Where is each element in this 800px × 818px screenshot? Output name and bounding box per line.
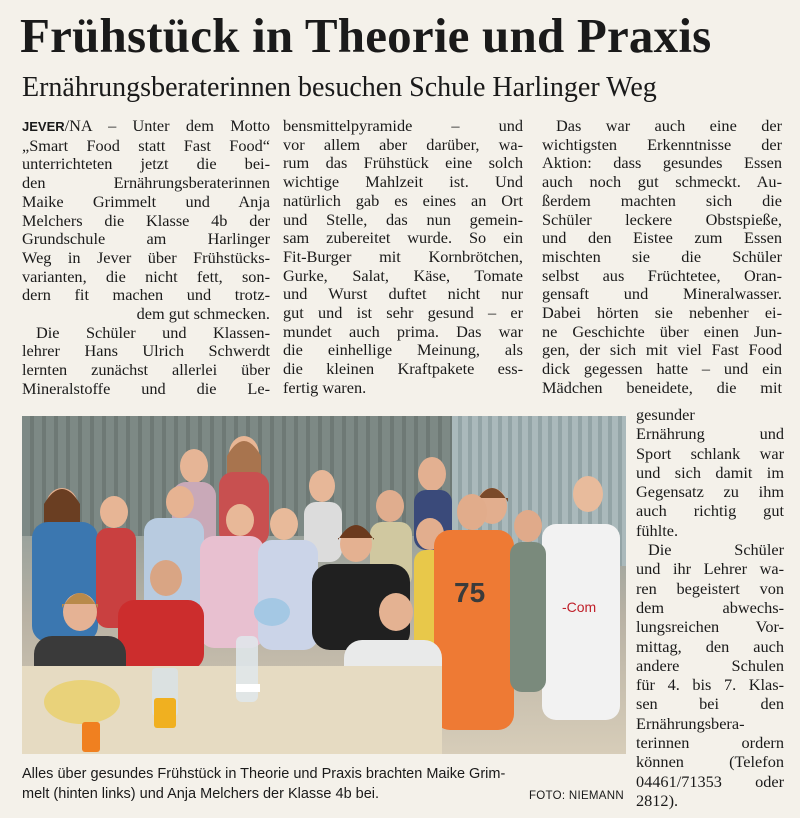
text-line: „Smart Food statt Fast Food“ xyxy=(22,135,270,155)
text-line: auch richtig gut xyxy=(636,501,784,521)
person-body xyxy=(434,530,514,730)
text-line: Maike Grimmelt und Anja xyxy=(22,191,270,211)
text-line: vor allem aber darüber, wa- xyxy=(283,134,523,154)
text-line: und ihr Lehrer wa- xyxy=(636,559,784,579)
text-line: varianten, die nicht fett, son- xyxy=(22,266,270,286)
svg-text:75: 75 xyxy=(454,577,486,608)
text-line: dick gegessen hatte – und ein xyxy=(542,359,782,379)
text-line: wichtigsten Erkenntnisse der xyxy=(542,134,782,154)
text-line: den Ernährungsberaterinnen xyxy=(22,173,270,193)
text-line: Sport schlank war xyxy=(636,443,784,463)
text-line: und sich damit im xyxy=(636,462,784,482)
text-line: Gegensatz zu ihm xyxy=(636,482,784,502)
text-line: ßerdem machten sich die xyxy=(542,190,782,210)
text-line: gen, der sich mit viel Fast Food xyxy=(542,340,782,360)
text-line: fertig waren. xyxy=(283,377,367,397)
subheadline: Ernährungsberaterinnen besuchen Schule Harlinger Weg xyxy=(22,72,657,103)
text-line: Dabei hörten sie nebenher ei- xyxy=(542,303,782,323)
text-line: dem abwechs- xyxy=(636,597,784,617)
text-line: mittag, den auch xyxy=(636,636,784,656)
text-line: Die Schüler und Klassen- xyxy=(36,322,270,342)
text-line: Mineralstoffe und die Le- xyxy=(22,378,270,398)
text-line: bensmittelpyramide – und xyxy=(283,116,523,135)
text-line: Die Schüler xyxy=(648,540,784,560)
text-line: für 4. bis 7. Klas- xyxy=(636,675,784,695)
text-line: natürlich gab es eines an Ort xyxy=(283,190,523,210)
text-line: dem gut schmecken. xyxy=(136,304,270,324)
text-line: terinnen ordern xyxy=(636,733,784,753)
person-head xyxy=(418,457,446,491)
text-line: dern fit machen und trotz- xyxy=(22,285,270,305)
text-line: können (Telefon xyxy=(636,752,784,772)
article-column-2 xyxy=(283,117,523,398)
text-line: lungsreichen Vor- xyxy=(636,617,784,637)
text-line: JEVER/NA – Unter dem Motto xyxy=(22,116,270,135)
text-line: Fit-Burger mit Kornbrötchen, xyxy=(283,246,523,266)
text-line: Das war auch eine der xyxy=(556,116,782,135)
text-line: gesunder xyxy=(636,405,695,424)
text-line: und Wurst duftet nicht nur xyxy=(283,284,523,304)
text-line: die kleinen Kraftpakete ess- xyxy=(283,359,523,379)
text-line: auch noch gut schmeckt. Au- xyxy=(542,172,782,192)
plate xyxy=(236,684,260,692)
text-line: Gurke, Salat, Käse, Tomate xyxy=(283,265,523,285)
text-line: 2812). xyxy=(636,790,679,810)
article-column-1 xyxy=(22,117,270,399)
headline: Frühstück in Theorie und Praxis xyxy=(20,8,712,63)
article-column-3-narrow xyxy=(636,405,784,810)
text-line: die einhellige Meinung, als xyxy=(283,340,523,360)
text-line: Ernährungsbera- xyxy=(636,713,745,733)
text-line: wichtige Mahlzeit ist. Und xyxy=(283,172,523,192)
person-body xyxy=(542,524,620,720)
text-line: Mädchen beneidete, die mit xyxy=(542,377,782,397)
photo-caption xyxy=(22,764,628,804)
text-line: Weg in Jever über Frühstücks- xyxy=(22,247,270,267)
article-column-3 xyxy=(542,117,782,398)
text-line: und Stelle, das nun gemein- xyxy=(283,209,523,229)
text-line: Grundschule am Harlinger xyxy=(22,229,270,249)
text-line: lehrer Hans Ulrich Schwerdt xyxy=(22,341,270,361)
photo-credit: FOTO: NIEMANN xyxy=(528,790,624,802)
text-line: ne Geschichte über einen Jun- xyxy=(542,321,782,341)
photo-scene xyxy=(22,416,626,754)
bowl xyxy=(44,680,120,724)
text-line: gensaft und Mineralwasser. xyxy=(542,284,782,304)
text-line: Melchers die Klasse 4b der xyxy=(22,210,270,230)
person-head xyxy=(180,449,208,483)
text-line: rum das Frühstück eine solch xyxy=(283,153,523,173)
text-line: sam zubereitet wurde. So ein xyxy=(283,228,523,248)
group-photo xyxy=(22,416,626,754)
text-line: 04461/71353 oder xyxy=(636,771,784,791)
text-line: und den Eistee zum Essen xyxy=(542,228,782,248)
text-line: gut und ist sehr gesund – er xyxy=(283,303,523,323)
text-line: unterrichteten jetzt die bei- xyxy=(22,154,270,174)
text-line: selbst aus Früchtetee, Oran- xyxy=(542,265,782,285)
text-line: sen bei den xyxy=(636,694,784,714)
text-line: fühlte. xyxy=(636,520,679,540)
text-line: Aktion: dass gesundes Essen xyxy=(542,153,782,173)
text-line: mischten sie die Schüler xyxy=(542,246,782,266)
text-line: Ernährung und xyxy=(636,424,784,444)
text-line: mundet auch prima. Das war xyxy=(283,321,523,341)
caption-line: Alles über gesundes Frühstück in Theorie und Praxis brachten Maike Grim- xyxy=(22,766,506,782)
text-line: ren begeistert von xyxy=(636,578,784,598)
text-line: Schüler leckere Obstspieße, xyxy=(542,209,782,229)
text-line: lernten zunächst allerlei über xyxy=(22,360,270,380)
svg-text:-Com: -Com xyxy=(562,599,597,615)
dateline: JEVER xyxy=(22,119,65,134)
caption-line: melt (hinten links) und Anja Melchers der Klasse 4b bei. xyxy=(22,786,380,802)
text-line: andere Schulen xyxy=(636,655,784,675)
